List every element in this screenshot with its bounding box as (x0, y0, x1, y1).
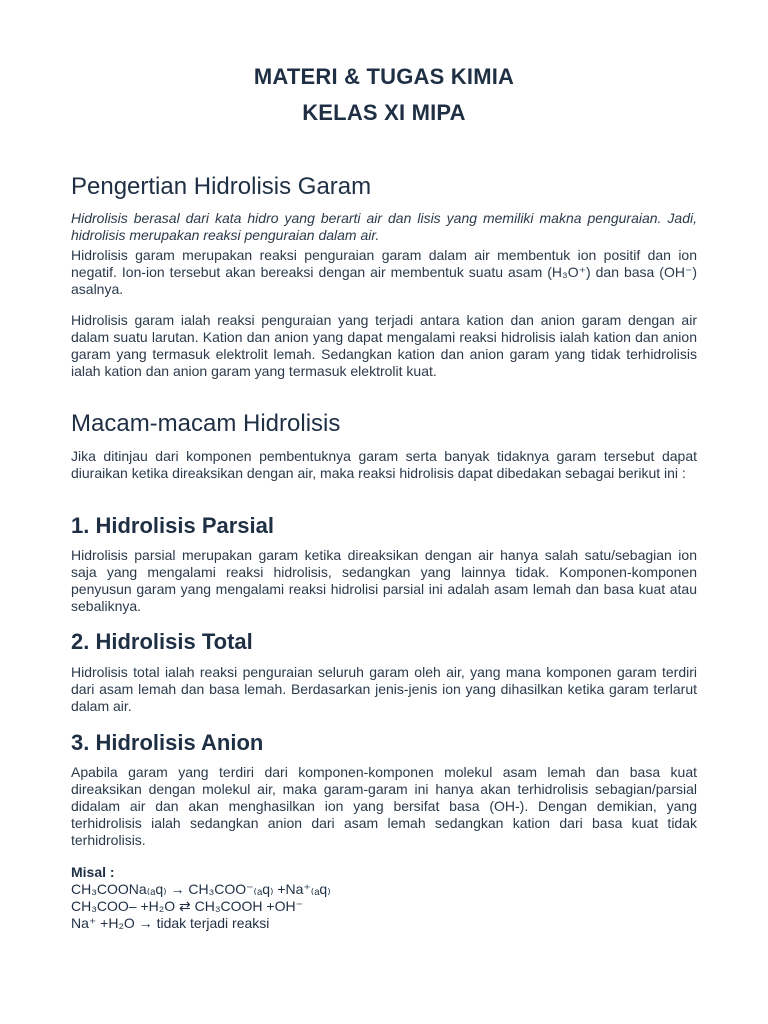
paragraph-pengertian-1: Hidrolisis garam merupakan reaksi penguraian garam dalam air membentuk ion positif dan ion negatif. Ion-ion tersebut akan bereaksi dengan air membentuk suatu asam (H₃O⁺) dan basa (OH⁻) asalnya. (71, 247, 697, 297)
equation-1: CH₃COONa₍ₐq₎ → CH₃COO⁻₍ₐq₎ +Na⁺₍ₐq₎ (71, 881, 331, 897)
paragraph-macam: Jika ditinjau dari komponen pembentuknya garam serta banyak tidaknya garam tersebut dapat diuraikan ketika direaksikan dengan air, maka reaksi hidrolisis dapat dibedakan sebagai berikut ini : (71, 448, 697, 481)
equation-3: Na⁺ +H₂O → tidak terjadi reaksi (71, 915, 270, 931)
heading-pengertian: Pengertian Hidrolisis Garam (71, 173, 372, 200)
heading-macam-macam: Macam-macam Hidrolisis (71, 410, 341, 437)
heading-hidrolisis-total: 2. Hidrolisis Total (71, 629, 253, 654)
paragraph-total: Hidrolisis total ialah reaksi penguraian seluruh garam oleh air, yang mana komponen garam terdiri dari asam lemah dan basa lemah. Berdasarkan jenis-jenis ion yang dihasilkan ketika garam terlarut dalam air. (71, 664, 697, 714)
misal-label: Misal : (71, 864, 115, 880)
document-title-line1: MATERI & TUGAS KIMIA (253, 64, 515, 89)
document-title-line2: KELAS XI MIPA (302, 100, 466, 125)
heading-hidrolisis-anion: 3. Hidrolisis Anion (71, 730, 264, 755)
paragraph-pengertian-2: Hidrolisis garam ialah reaksi penguraian yang terjadi antara kation dan anion garam dengan air dalam suatu larutan. Kation dan anion yang dapat mengalami reaksi hidrolisis ialah kation dan anion garam yang termasuk elektrolit lemah. Sedangkan kation dan anion garam yang tidak terhidrolisis ialah kation dan anion garam yang termasuk elektrolit kuat. (71, 312, 697, 379)
heading-hidrolisis-parsial: 1. Hidrolisis Parsial (71, 513, 274, 538)
paragraph-definition-italic: Hidrolisis berasal dari kata hidro yang berarti air dan lisis yang memiliki makna penguraian. Jadi, hidrolisis merupakan reaksi penguraian dalam air. (71, 210, 697, 243)
equation-2: CH₃COO– +H₂O ⇄ CH₃COOH +OH⁻ (71, 898, 303, 914)
paragraph-parsial: Hidrolisis parsial merupakan garam ketika direaksikan dengan air hanya salah satu/sebagian ion saja yang mengalami reaksi hidrolisis, sedangkan yang lainnya tidak. Komponen-komponen penyusun garam yang mengalami reaksi hidrolisi parsial ini adalah asam lemah dan basa kuat atau sebaliknya. (71, 547, 697, 614)
paragraph-anion: Apabila garam yang terdiri dari komponen-komponen molekul asam lemah dan basa kuat direaksikan dengan molekul air, maka garam-garam ini hanya akan terhidrolisis sebagian/parsial didalam air dan akan menghasilkan ion yang bersifat basa (OH-). Dengan demikian, yang terhidrolisis ialah sedangkan anion dari asam lemah sedangkan kation dari basa kuat tidak terhidrolisis. (71, 764, 697, 848)
